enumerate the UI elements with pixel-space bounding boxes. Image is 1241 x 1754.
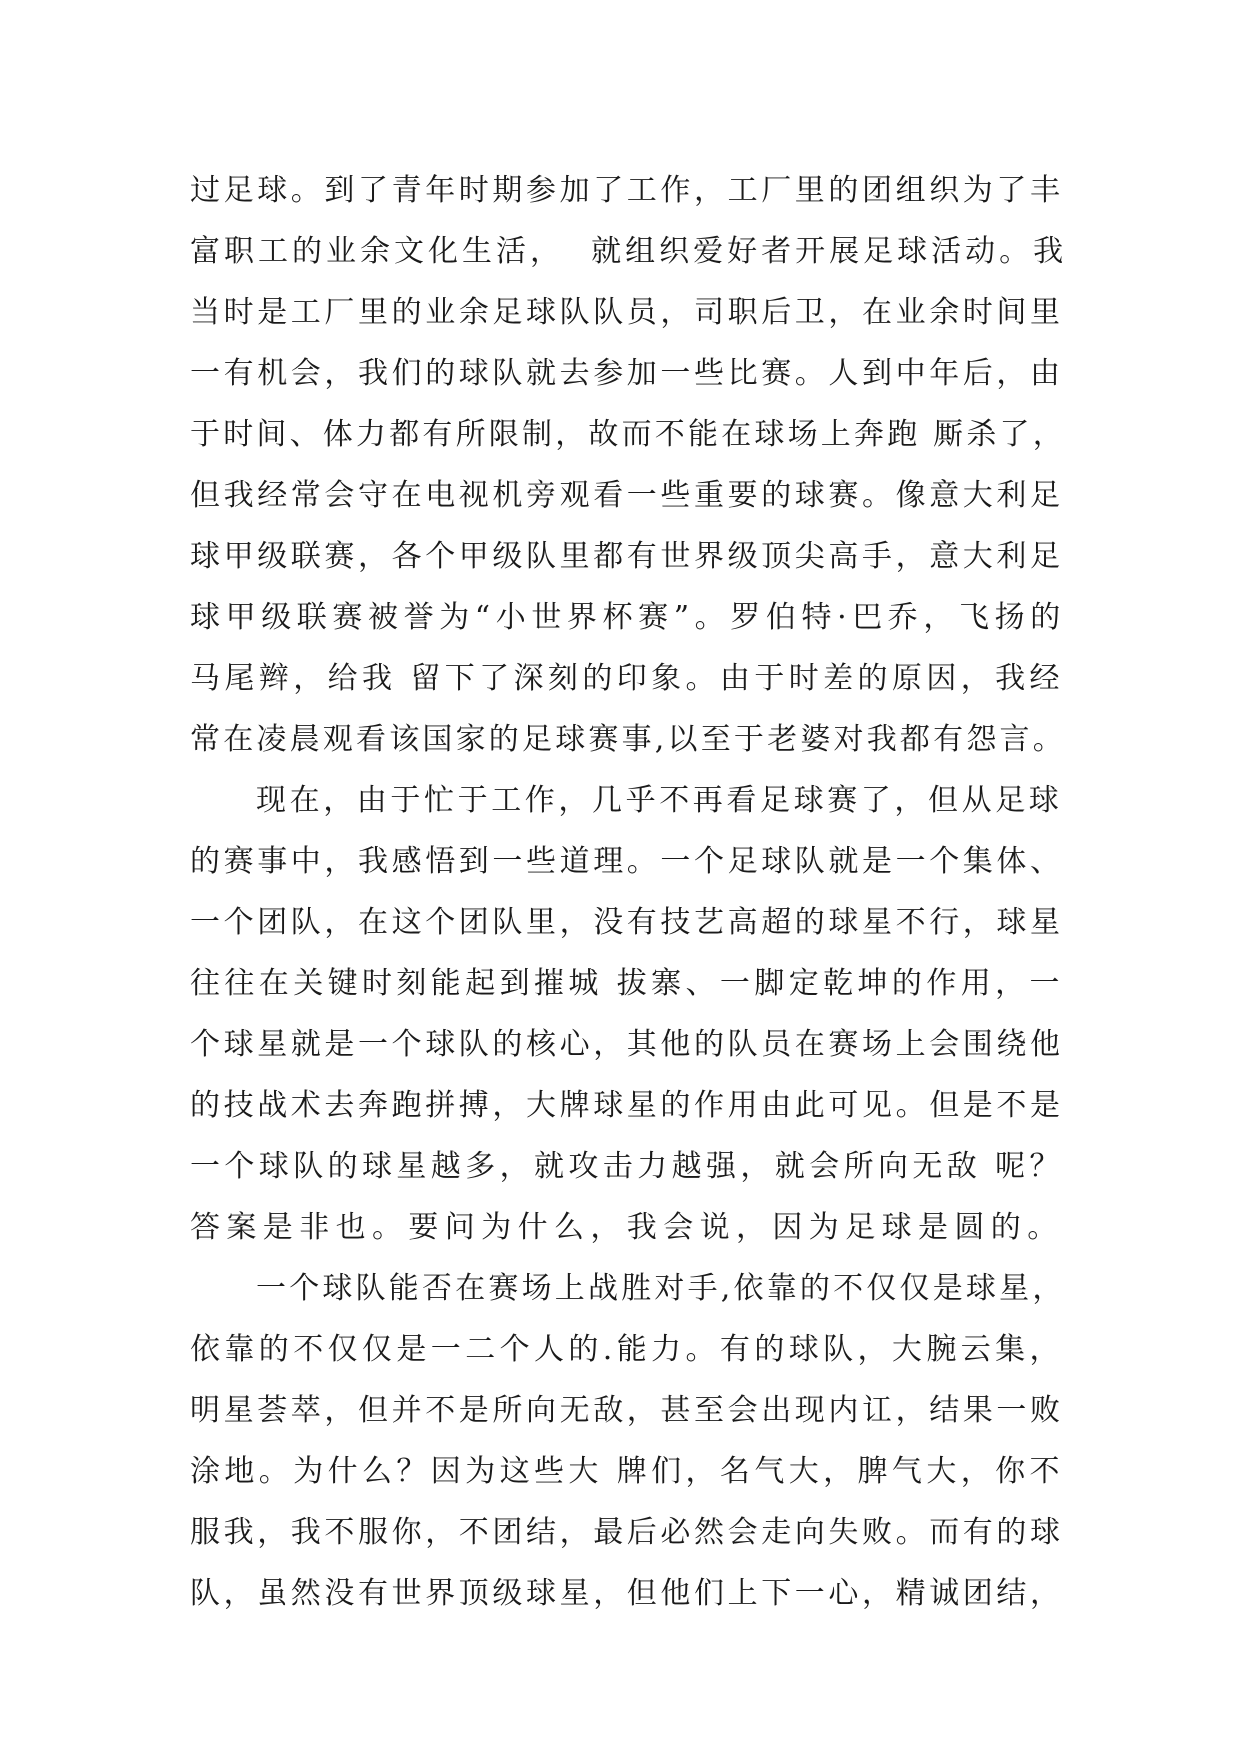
text-line: 答案是非也。要问为什么，我会说，因为足球是圆的。 <box>190 1210 1064 1245</box>
text-line: 一有机会，我们的球队就去参加一些比赛。人到中年后，由 <box>190 356 1064 391</box>
text-line: 的赛事中，我感悟到一些道理。一个足球队就是一个集体、 <box>190 844 1064 879</box>
text-line: 球甲级联赛被誉为“小世界杯赛”。罗伯特·巴乔，飞扬的 <box>190 600 1066 635</box>
text-line: 服我，我不服你，不团结，最后必然会走向失败。而有的球 <box>190 1515 1064 1550</box>
text-line: 明星荟萃，但并不是所向无敌，甚至会出现内讧，结果一败 <box>190 1393 1064 1428</box>
text-line: 队，虽然没有世界顶级球星，但他们上下一心，精诚团结， <box>190 1576 1064 1611</box>
text-line: 常在凌晨观看该国家的足球赛事,以至于老婆对我都有怨言。 <box>190 722 1066 757</box>
text-line: 马尾辫，给我 留下了深刻的印象。由于时差的原因，我经 <box>190 661 1064 696</box>
text-line: 往往在关键时刻能起到摧城 拔寨、一脚定乾坤的作用，一 <box>190 966 1064 1001</box>
text-line: 于时间、体力都有所限制，故而不能在球场上奔跑 厮杀了， <box>190 417 1066 452</box>
text-line: 个球星就是一个球队的核心，其他的队员在赛场上会围绕他 <box>190 1027 1064 1062</box>
paragraph-first-line: 一个球队能否在赛场上战胜对手,依靠的不仅仅是球星， <box>256 1271 1066 1306</box>
text-line: 涂地。为什么？因为这些大 牌们，名气大，脾气大，你不 <box>190 1454 1064 1489</box>
text-line: 的技战术去奔跑拼搏，大牌球星的作用由此可见。但是不是 <box>190 1088 1064 1123</box>
text-line: 一个团队，在这个团队里，没有技艺高超的球星不行，球星 <box>190 905 1064 940</box>
text-line: 过足球。到了青年时期参加了工作，工厂里的团组织为了丰 <box>190 173 1064 208</box>
text-line: 富职工的业余文化生活， 就组织爱好者开展足球活动。我 <box>190 234 1068 269</box>
text-line: 依靠的不仅仅是一二个人的.能力。有的球队，大腕云集， <box>190 1332 1064 1367</box>
text-line: 球甲级联赛，各个甲级队里都有世界级顶尖高手，意大利足 <box>190 539 1064 574</box>
text-line: 当时是工厂里的业余足球队队员，司职后卫，在业余时间里 <box>190 295 1064 330</box>
paragraph-first-line: 现在，由于忙于工作，几乎不再看足球赛了，但从足球 <box>256 783 1063 818</box>
text-line: 一个球队的球星越多，就攻击力越强，就会所向无敌 呢？ <box>190 1149 1064 1184</box>
text-line: 但我经常会守在电视机旁观看一些重要的球赛。像意大利足 <box>190 478 1064 513</box>
body-text <box>190 160 1070 1624</box>
